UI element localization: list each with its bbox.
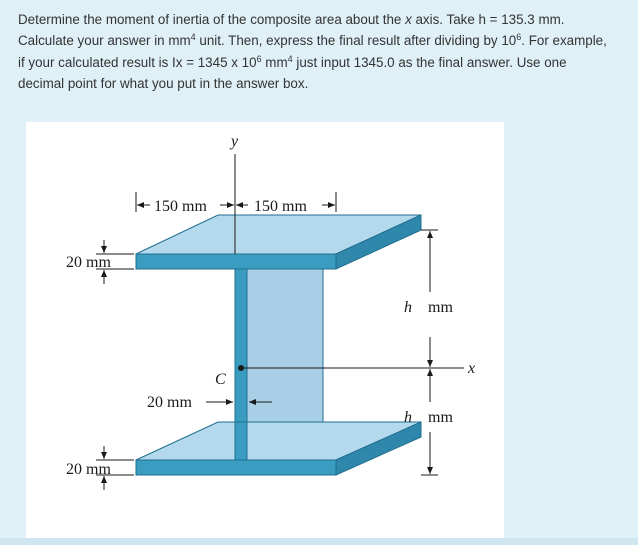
- lower-h-unit: mm: [428, 409, 453, 426]
- question-line-3: [18, 52, 628, 73]
- question-line-1: [18, 9, 628, 30]
- question-sup: 6: [516, 32, 522, 43]
- i-beam-diagram: [26, 122, 504, 540]
- lower-h-label: h: [404, 409, 412, 426]
- centroid-label: C: [215, 371, 226, 388]
- question-line-3c: just input 1345.0 as the final answer. Use one: [292, 54, 567, 70]
- upper-h-unit: mm: [428, 299, 453, 316]
- question-line-2b: unit. Then, express the final result after dividing by 10: [195, 33, 517, 49]
- web-front-lower: [235, 422, 247, 460]
- centroid-point: [238, 365, 244, 371]
- question-line-2a: Calculate your answer in mm: [18, 33, 191, 49]
- question-sup: 4: [287, 53, 293, 64]
- question-line-1a: Determine the moment of inertia of the composite area about the: [18, 12, 406, 27]
- question-line-4: decimal point for what you put in the answer box.: [18, 75, 309, 91]
- figure-panel: [26, 122, 504, 540]
- bottom-flange-thickness-label: 20 mm: [66, 461, 111, 478]
- y-axis-label: y: [231, 133, 239, 150]
- web-front: [235, 269, 247, 427]
- question-axis-x: x: [405, 12, 412, 27]
- top-flange-front: [136, 254, 336, 269]
- web-face: [247, 269, 323, 427]
- question-sup: 6: [256, 53, 262, 64]
- question-line-2c: . For example,: [521, 33, 607, 49]
- upper-h-label: h: [404, 299, 412, 316]
- question-line-2: [18, 30, 628, 51]
- web-thickness-label: 20 mm: [147, 394, 192, 411]
- top-right-width-label: 150 mm: [254, 198, 307, 215]
- question-line-1b: axis. Take h = 135.3 mm.: [411, 12, 565, 27]
- question-line-3b: mm: [261, 54, 288, 70]
- bottom-flange-front: [136, 460, 336, 475]
- x-axis-label: x: [468, 360, 476, 377]
- top-left-width-label: 150 mm: [154, 198, 207, 215]
- question-sup: 4: [190, 32, 196, 43]
- page-bottom-edge: [0, 538, 638, 545]
- question-line-3a: if your calculated result is Ix = 1345 x 10: [18, 54, 257, 70]
- question-text: [18, 9, 628, 94]
- top-flange-thickness-label: 20 mm: [66, 254, 111, 271]
